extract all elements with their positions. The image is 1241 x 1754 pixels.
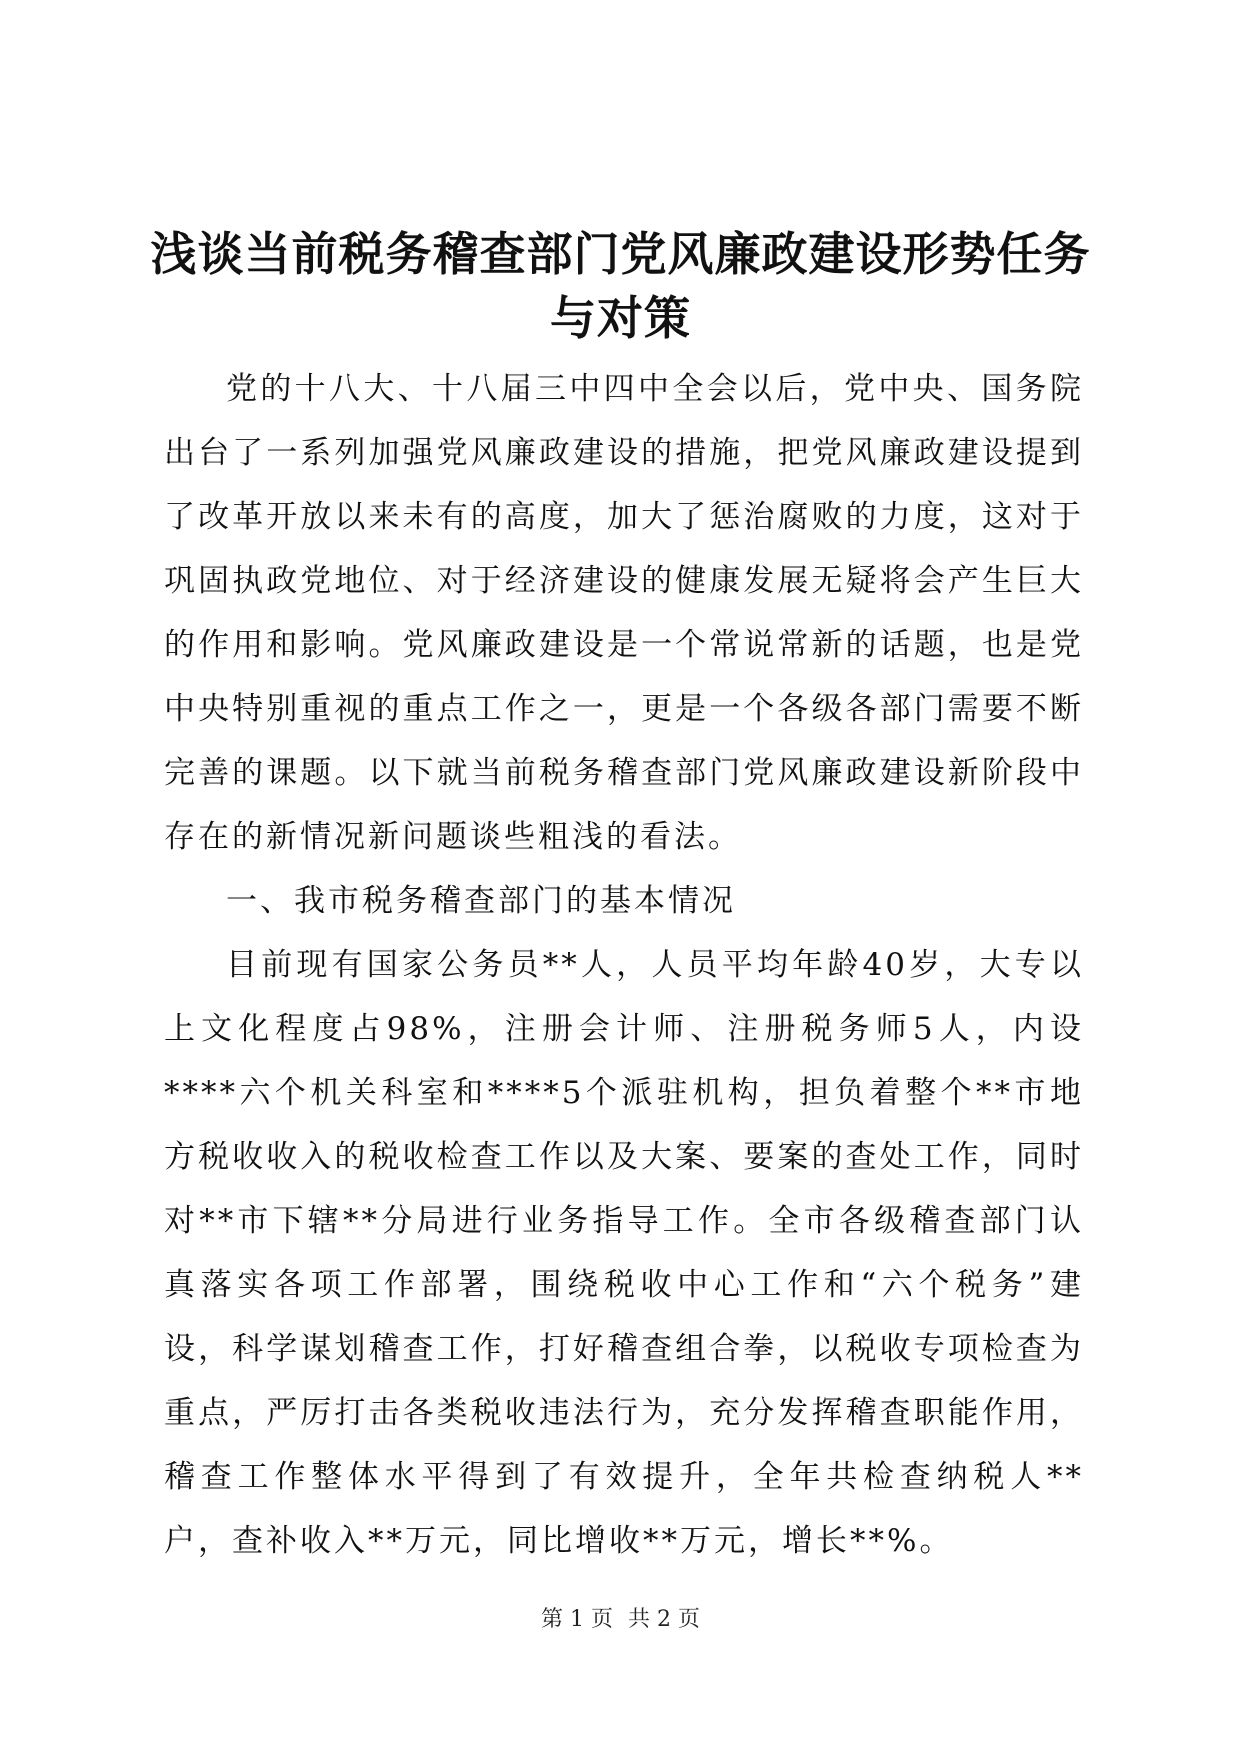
page-number: 第 1 页 — [541, 1607, 613, 1632]
page-total: 共 2 页 — [628, 1607, 700, 1632]
intro-paragraph: 党的十八大、十八届三中四中全会以后，党中央、国务院出台了一系列加强党风廉政建设的措施，把党风廉政建设提到了改革开放以来未有的高度，加大了惩治腐败的力度，这对于巩固执政党地位、对于经济建设的健康发展无疑将会产生巨大的作用和影响。党风廉政建设是一个常说常新的话题，也是党中央特别重视的重点工作之一，更是一个各级各部门需要不断完善的课题。以下就当前税务稽查部门党风廉政建设新阶段中存在的新情况新问题谈些粗浅的看法。 — [164, 371, 1084, 855]
page-footer — [0, 1605, 1241, 1635]
document-title-line-2: 与对策 — [550, 291, 691, 345]
section-paragraph-1: 目前现有国家公务员**人，人员平均年龄40岁，大专以上文化程度占98%，注册会计师、注册税务师5人，内设****六个机关科室和****5个派驻机构，担负着整个**市地方税收收入的税收检查工作以及大案、要案的查处工作，同时对**市下辖**分局进行业务指导工作。全市各级稽查部门认真落实各项工作部署，围绕税收中心工作和“六个税务”建设，科学谋划稽查工作，打好稽查组合拳，以税收专项检查为重点，严厉打击各类税收违法行为，充分发挥稽查职能作用，稽查工作整体水平得到了有效提升，全年共检查纳税人**户，查补收入**万元，同比增收**万元，增长**%。 — [164, 947, 1084, 1559]
document-title-line-1: 浅谈当前税务稽查部门党风廉政建设形势任务 — [150, 227, 1091, 281]
section-heading-1: 一、我市税务稽查部门的基本情况 — [226, 883, 736, 919]
